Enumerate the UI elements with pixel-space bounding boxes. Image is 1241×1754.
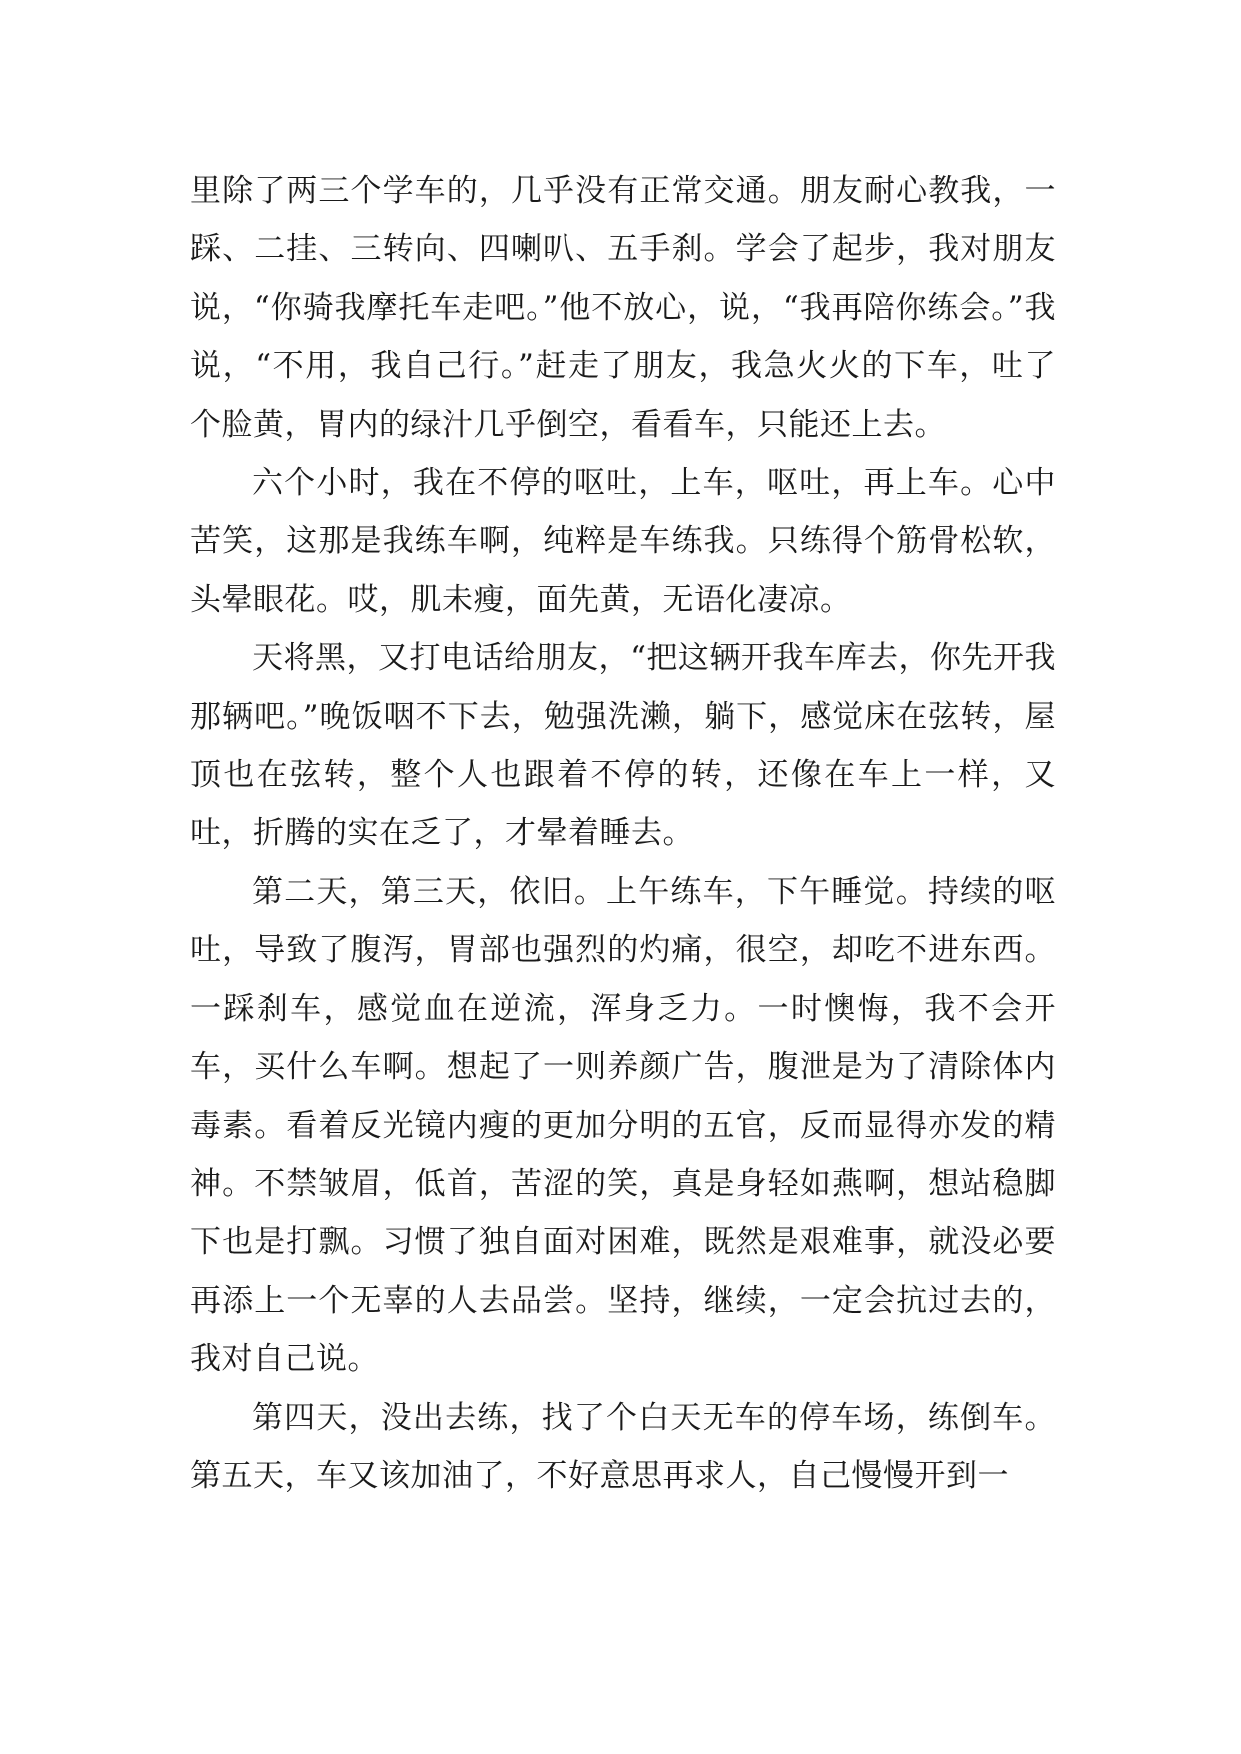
paragraph-1: 里除了两三个学车的，几乎没有正常交通。朋友耐心教我，一踩、二挂、三转向、四喇叭、五手刹。学会了起步，我对朋友说，“你骑我摩托车走吧。”他不放心，说，“我再陪你练会。”我说，“不用，我自己行。”赶走了朋友，我急火火的下车，吐了个脸黄，胃内的绿汁几乎倒空，看看车，只能还上去。 xyxy=(190,173,1056,443)
paragraph-2: 六个小时，我在不停的呕吐，上车，呕吐，再上车。心中苦笑，这那是我练车啊，纯粹是车练我。只练得个筋骨松软，头晕眼花。哎，肌未瘦，面先黄，无语化凄凉。 xyxy=(190,465,1056,618)
paragraph-3: 天将黑，又打电话给朋友，“把这辆开我车库去，你先开我那辆吧。”晚饭咽不下去，勉强洗濑，躺下，感觉床在弦转，屋顶也在弦转，整个人也跟着不停的转，还像在车上一样，又吐，折腾的实在乏了，才晕着睡去。 xyxy=(190,640,1056,852)
body-text xyxy=(190,162,1056,1505)
paragraph-4: 第二天，第三天，依旧。上午练车，下午睡觉。持续的呕吐，导致了腹泻，胃部也强烈的灼痛，很空，却吃不进东西。一踩刹车，感觉血在逆流，浑身乏力。一时懊悔，我不会开车，买什么车啊。想起了一则养颜广告，腹泄是为了清除体内毒素。看着反光镜内瘦的更加分明的五官，反而显得亦发的精神。不禁皱眉，低首，苦涩的笑，真是身轻如燕啊，想站稳脚下也是打飘。习惯了独自面对困难，既然是艰难事，就没必要再添上一个无辜的人去品尝。坚持，继续，一定会抗过去的，我对自己说。 xyxy=(190,873,1056,1378)
paragraph-5: 第四天，没出去练，找了个白天无车的停车场，练倒车。第五天，车又该加油了，不好意思再求人，自己慢慢开到一 xyxy=(190,1399,1056,1494)
